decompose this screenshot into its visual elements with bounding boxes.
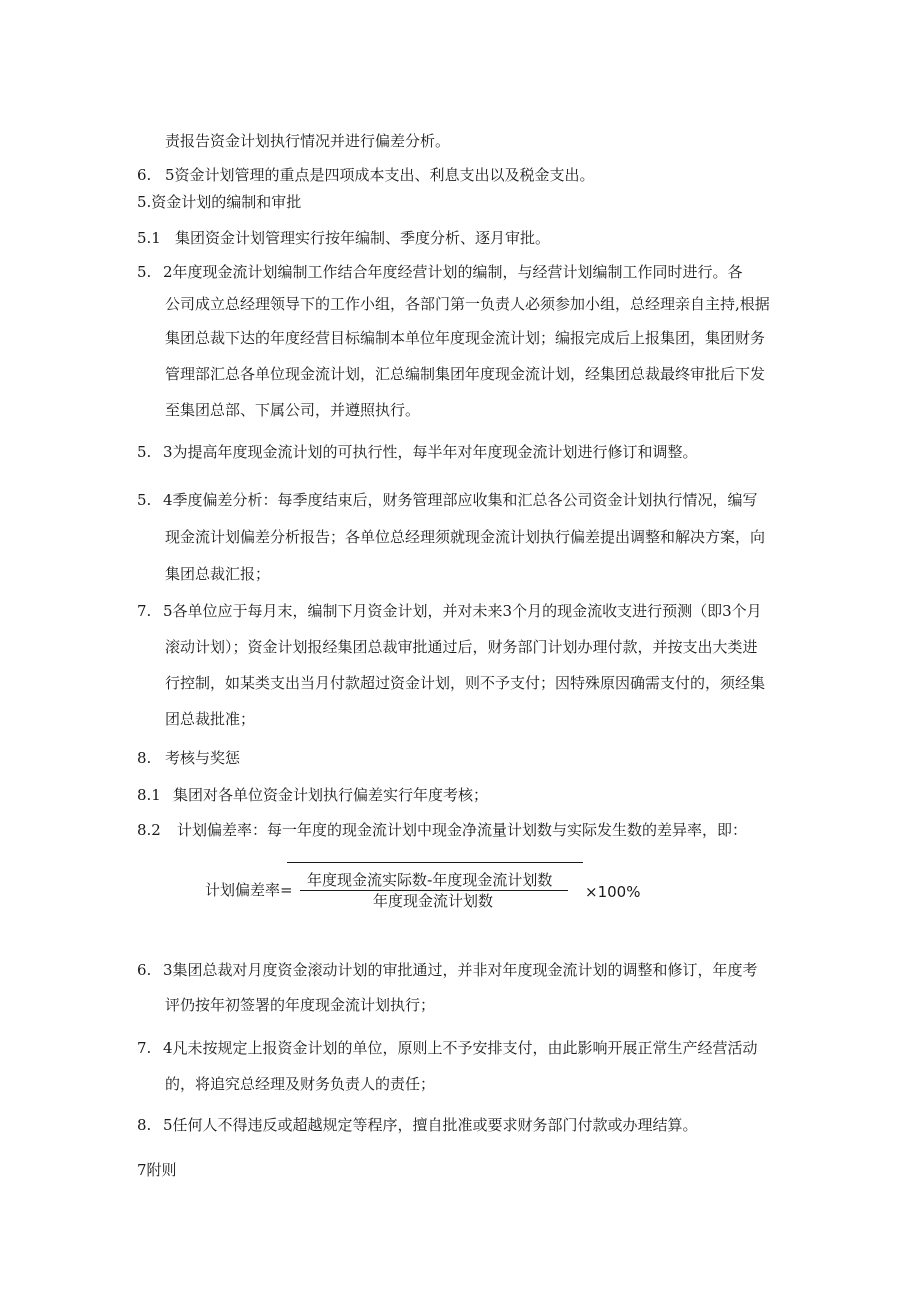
paragraph-line: 集团总裁汇报； [165, 565, 271, 583]
paragraph-line: 集团资金计划管理实行按年编制、季度分析、逐月审批。 [175, 229, 551, 247]
section-heading: 7附则 [137, 1161, 177, 1179]
clause-number: 5. [137, 491, 152, 509]
clause-number: 5. [137, 263, 152, 281]
paragraph-line: 4季度偏差分析：每季度结束后，财务管理部应收集和汇总各公司资金计划执行情况，编写 [163, 491, 758, 509]
clause-number: 8.2 [137, 821, 161, 839]
clause-number: 6. [137, 961, 152, 979]
paragraph-line: 3为提高年度现金流计划的可执行性，每半年对年度现金流计划进行修订和调整。 [163, 443, 698, 461]
formula-top-rule [287, 862, 583, 863]
paragraph-line: 公司成立总经理领导下的工作小组，各部门第一负责人必须参加小组，总经理亲自主持,根据 [165, 295, 770, 313]
paragraph-line: 现金流计划偏差分析报告；各单位总经理须就现金流计划执行偏差提出调整和解决方案，向 [165, 528, 766, 546]
paragraph-line: 滚动计划）；资金计划报经集团总裁审批通过后，财务部门计划办理付款，并按支出大类进 [165, 638, 758, 656]
paragraph-line: 集团总裁下达的年度经营目标编制本单位年度现金流计划；编报完成后上报集团，集团财务 [165, 329, 766, 347]
formula-label: 计划偏差率= [205, 881, 293, 899]
paragraph-line: 集团对各单位资金计划执行偏差实行年度考核； [173, 786, 489, 804]
paragraph-line: 3集团总裁对月度资金滚动计划的审批通过，并非对年度现金流计划的调整和修订，年度考 [163, 961, 758, 979]
paragraph-line: 至集团总部、下属公司，并遵照执行。 [165, 401, 421, 419]
clause-number: 8.1 [137, 786, 161, 804]
paragraph-line: 4凡未按规定上报资金计划的单位，原则上不予安排支付，由此影响开展正常生产经营活动 [163, 1039, 758, 1057]
paragraph-line: 2年度现金流计划编制工作结合年度经营计划的编制，与经营计划编制工作同时进行。各 [163, 263, 743, 281]
paragraph-line: 管理部汇总各单位现金流计划，汇总编制集团年度现金流计划，经集团总裁最终审批后下发 [165, 365, 766, 383]
section-heading: 5.资金计划的编制和审批 [137, 193, 302, 211]
paragraph-line: 评仍按年初签署的年度现金流计划执行； [165, 996, 436, 1014]
clause-number: 6. [137, 166, 152, 184]
paragraph-line: 团总裁批准； [165, 710, 256, 728]
section-heading: 考核与奖惩 [165, 749, 241, 767]
formula-numerator: 年度现金流实际数-年度现金流计划数 [307, 871, 553, 889]
paragraph-line: 5任何人不得违反或超越规定等程序，擅自批准或要求财务部门付款或办理结算。 [163, 1116, 698, 1134]
paragraph-line: 的，将追究总经理及财务负责人的责任； [165, 1075, 436, 1093]
clause-number: 8. [137, 749, 152, 767]
paragraph-line: 行控制，如某类支出当月付款超过资金计划，则不予支付；因特殊原因确需支付的，须经集 [165, 674, 766, 692]
formula-multiplier: ×100% [585, 883, 641, 901]
clause-number: 7. [137, 602, 152, 620]
clause-number: 8. [137, 1116, 152, 1134]
paragraph-line: 计划偏差率：每一年度的现金流计划中现金净流量计划数与实际发生数的差异率，即： [177, 821, 748, 839]
paragraph-line: 5资金计划管理的重点是四项成本支出、利息支出以及税金支出。 [165, 166, 595, 184]
paragraph-line: 责报告资金计划执行情况并进行偏差分析。 [165, 132, 451, 150]
clause-number: 5. [137, 443, 152, 461]
clause-number: 7. [137, 1039, 152, 1057]
paragraph-line: 5各单位应于每月末，编制下月资金计划，并对未来3个月的现金流收支进行预测（即3个月 [163, 602, 762, 620]
formula-denominator: 年度现金流计划数 [373, 892, 494, 910]
clause-number: 5.1 [137, 229, 161, 247]
